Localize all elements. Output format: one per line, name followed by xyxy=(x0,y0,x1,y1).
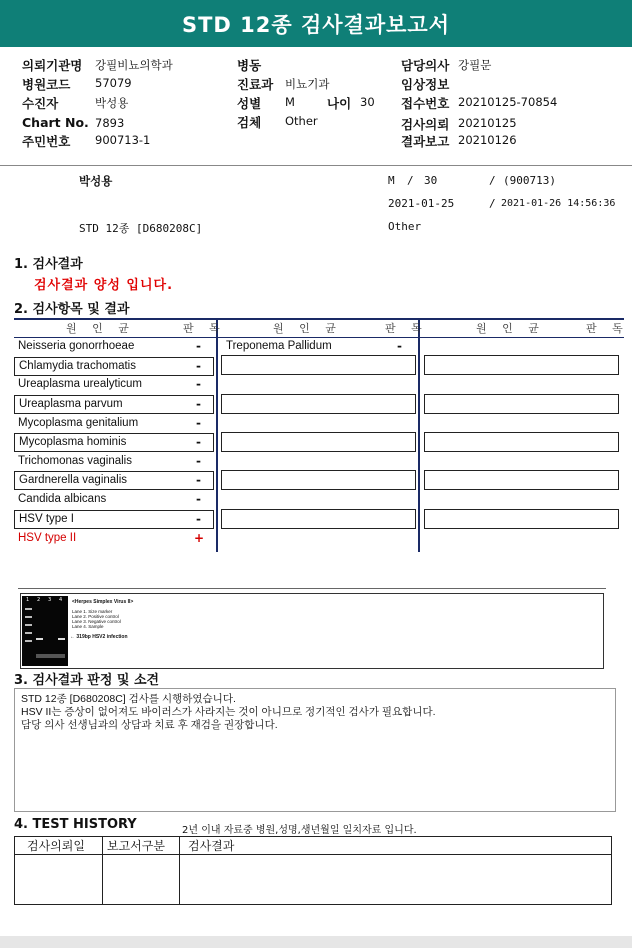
patient-line-test: STD 12종 [D680208C] xyxy=(79,222,203,235)
organism-name: HSV type I xyxy=(19,513,74,525)
col2-empty-box xyxy=(221,432,416,452)
patient-line-slash3: / xyxy=(489,197,496,210)
patient-line-age: 30 xyxy=(424,174,438,187)
col3-empty-box xyxy=(424,432,619,452)
col1-judgment-header: 판 독 xyxy=(183,322,226,335)
history-cell xyxy=(103,855,180,905)
col1-row-2 xyxy=(14,357,214,376)
organism-name: Ureaplasma urealyticum xyxy=(18,378,142,390)
patient-line-sex: M xyxy=(388,174,395,187)
gel-lane-label: 3 xyxy=(48,597,52,603)
col2-empty-box xyxy=(221,470,416,490)
section1-title: 1. 검사결과 xyxy=(14,257,83,272)
organism-result: - xyxy=(196,397,201,411)
ward-label: 병동 xyxy=(237,58,262,73)
patient-line-birth: (900713) xyxy=(503,174,556,187)
sex-label: 성별 xyxy=(237,96,262,111)
col1-row-10 xyxy=(14,510,214,529)
patient-line-slash1: / xyxy=(407,174,414,187)
remark-line: HSV II는 증상이 없어져도 바이러스가 사라지는 것이 아니므로 정기적인 검사가 필요합니다. xyxy=(21,706,436,718)
col3-empty-box xyxy=(424,470,619,490)
hospital-code-value: 57079 xyxy=(95,76,132,90)
organism-name: Mycoplasma hominis xyxy=(19,436,127,448)
organism-result: - xyxy=(196,416,201,430)
patient-line-specimen: Other xyxy=(388,220,422,233)
patient-line-slash2: / xyxy=(489,174,496,187)
organism-result: - xyxy=(196,473,201,487)
gel-band xyxy=(36,638,43,640)
gel-band xyxy=(36,654,65,658)
doctor-value: 강필문 xyxy=(458,58,492,72)
col3-organism-header: 원 인 균 xyxy=(476,322,545,335)
history-cell xyxy=(15,855,103,905)
gel-band xyxy=(25,608,32,610)
organism-name: Neisseria gonorrhoeae xyxy=(18,340,135,352)
hospital-code-label: 병원코드 xyxy=(22,77,71,92)
info-divider xyxy=(0,165,632,167)
report-date-label: 결과보고 xyxy=(401,134,450,149)
chart-value: 7893 xyxy=(95,116,125,130)
gel-band xyxy=(25,632,32,634)
report-title: STD 12종 검사결과보고서 xyxy=(181,12,450,37)
report-date-value: 20210126 xyxy=(458,133,517,147)
dept-value: 비뇨기과 xyxy=(285,77,330,91)
gel-legend-line: Lane 1. Size marker xyxy=(72,609,113,614)
report-title-bar xyxy=(0,0,632,47)
history-col-request-date: 검사의뢰일 xyxy=(15,837,103,855)
col3-empty-box xyxy=(424,509,619,529)
organism-result: - xyxy=(196,359,201,373)
gel-lane-label: 4 xyxy=(59,597,63,603)
chart-label: Chart No. xyxy=(22,115,89,130)
request-label: 검사의뢰 xyxy=(401,117,450,132)
gel-legend-line: Lane 4. Sample xyxy=(72,624,104,629)
results-col-separator-1 xyxy=(216,318,218,552)
col1-row-6 xyxy=(14,433,214,452)
section3-title: 3. 검사결과 판정 및 소견 xyxy=(14,673,160,688)
col2-empty-box xyxy=(221,509,416,529)
gel-band xyxy=(25,616,32,618)
organism-result: - xyxy=(196,377,201,391)
resident-label: 주민번호 xyxy=(22,134,71,149)
organism-name: Chlamydia trachomatis xyxy=(19,360,136,372)
col1-organism-header: 원 인 균 xyxy=(66,322,135,335)
results-col-separator-2 xyxy=(418,318,420,552)
section2-title: 2. 검사항목 및 결과 xyxy=(14,302,130,317)
col2-empty-box xyxy=(221,394,416,414)
patient-line-request-date: 2021-01-25 xyxy=(388,197,455,210)
history-cell xyxy=(180,855,612,905)
age-label: 나이 xyxy=(327,96,352,111)
specimen-value: Other xyxy=(285,114,318,128)
patient-line-report-time: 2021-01-26 14:56:36 xyxy=(501,198,616,209)
section4-note: 2년 이내 자료중 병원,성명,생년월일 일치자료 입니다. xyxy=(182,825,417,836)
organism-result: - xyxy=(397,339,402,353)
section4-title: 4. TEST HISTORY xyxy=(14,817,137,832)
institution-value: 강필비뇨의학과 xyxy=(95,58,173,72)
page-footer-strip xyxy=(0,936,632,948)
results-grid-header-line xyxy=(14,337,624,338)
gel-legend-line: Lane 2. Positive control xyxy=(72,614,119,619)
age-value: 30 xyxy=(360,95,375,109)
gel-band-note: ← 319bp HSV2 infection xyxy=(70,634,128,640)
dept-label: 진료과 xyxy=(237,77,274,92)
gel-title: <Herpes Simplex Virus II> xyxy=(72,599,134,605)
test-history-table xyxy=(14,836,612,905)
col2-empty-box xyxy=(221,355,416,375)
gel-lane-label: 1 xyxy=(26,597,30,603)
col1-row-8 xyxy=(14,471,214,490)
remarks-box xyxy=(14,688,616,812)
gel-band xyxy=(25,640,32,642)
remark-line: STD 12종 [D680208C] 검사를 시행하였습니다. xyxy=(21,693,236,705)
gel-top-divider xyxy=(18,588,606,589)
resident-value: 900713-1 xyxy=(95,133,151,147)
doctor-label: 담당의사 xyxy=(401,58,450,73)
request-value: 20210125 xyxy=(458,116,517,130)
col1-row-4 xyxy=(14,395,214,414)
clinical-label: 임상정보 xyxy=(401,77,450,92)
organism-result-positive: + xyxy=(194,531,205,545)
receipt-label: 접수번호 xyxy=(401,96,450,111)
organism-result: - xyxy=(196,339,201,353)
gel-electrophoresis-image xyxy=(22,596,68,666)
report-info xyxy=(0,55,632,165)
col3-empty-box xyxy=(424,394,619,414)
gel-legend-line: Lane 3. Negative control xyxy=(72,619,121,624)
organism-result: - xyxy=(196,512,201,526)
history-col-report-type: 보고서구분 xyxy=(103,837,180,855)
col2-judgment-header: 판 독 xyxy=(385,322,428,335)
patient-label: 수진자 xyxy=(22,96,59,111)
organism-name: Candida albicans xyxy=(18,493,107,505)
col3-judgment-header: 판 독 xyxy=(586,322,629,335)
institution-label: 의뢰기관명 xyxy=(22,58,83,73)
patient-value: 박성용 xyxy=(95,96,129,110)
test-history-header-row xyxy=(15,837,612,855)
patient-line-name: 박성용 xyxy=(79,174,113,188)
organism-name: Mycoplasma genitalium xyxy=(18,417,139,429)
gel-band xyxy=(25,624,32,626)
test-history-empty-row xyxy=(15,855,612,905)
organism-name-positive: HSV type II xyxy=(18,532,77,544)
organism-result: - xyxy=(196,435,201,449)
remark-line: 담당 의사 선생님과의 상담과 치료 후 재검을 권장합니다. xyxy=(21,719,278,731)
gel-band xyxy=(58,638,65,640)
col2-organism-header: 원 인 균 xyxy=(273,322,342,335)
history-col-result: 검사결과 xyxy=(180,837,612,855)
sex-value: M xyxy=(285,95,295,109)
organism-name: Trichomonas vaginalis xyxy=(18,455,132,467)
organism-result: - xyxy=(196,492,201,506)
receipt-value: 20210125-70854 xyxy=(458,95,558,109)
organism-result: - xyxy=(196,454,201,468)
organism-name: Treponema Pallidum xyxy=(226,340,332,352)
organism-name: Ureaplasma parvum xyxy=(19,398,123,410)
section1-result: 검사결과 양성 입니다. xyxy=(34,278,174,293)
gel-lane-label: 2 xyxy=(37,597,41,603)
specimen-label: 검체 xyxy=(237,115,262,130)
organism-name: Gardnerella vaginalis xyxy=(19,474,128,486)
col3-empty-box xyxy=(424,355,619,375)
